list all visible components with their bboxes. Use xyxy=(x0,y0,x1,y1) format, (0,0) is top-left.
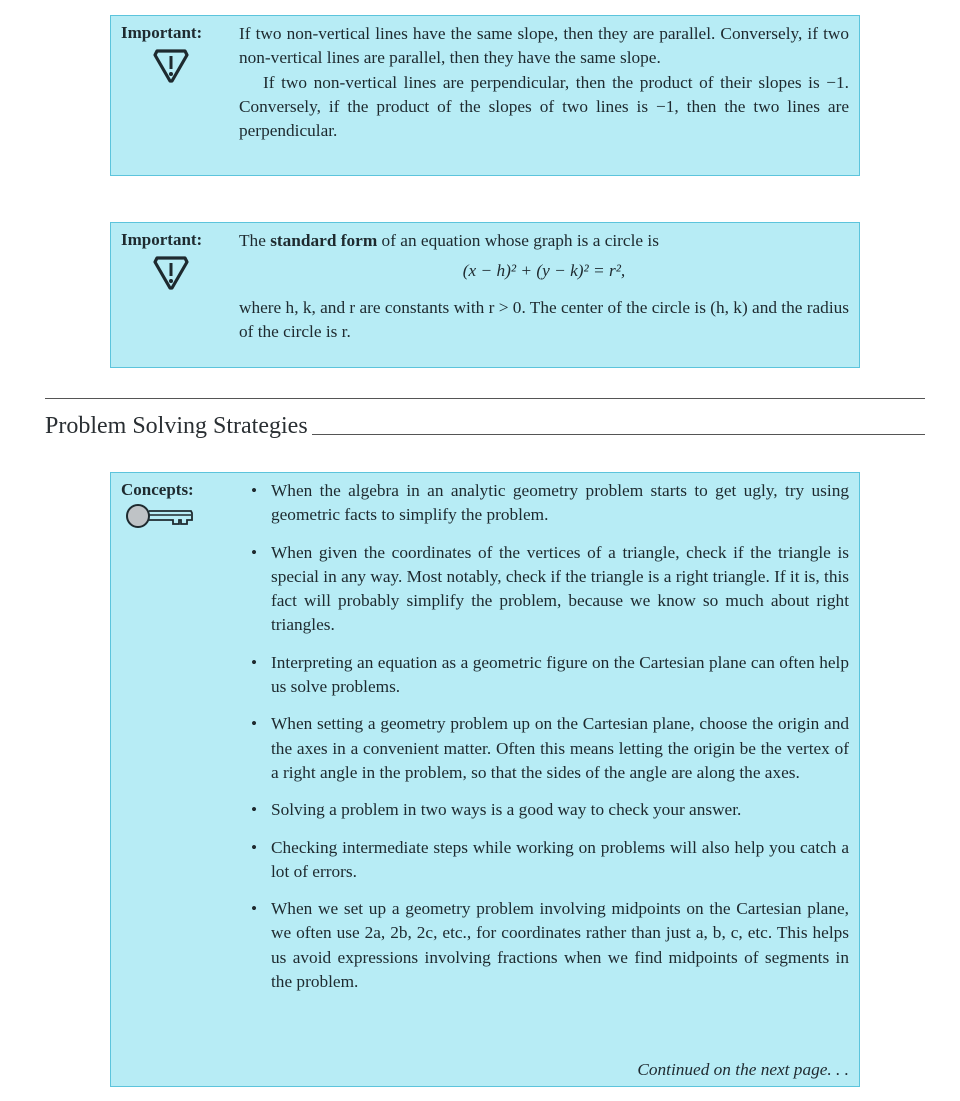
concepts-text xyxy=(249,479,849,1007)
key-icon xyxy=(125,503,195,533)
concepts-list xyxy=(249,479,849,994)
paragraph-perpendicular: If two non-vertical lines are perpendicular, then the product of their slopes is −1. Conversely, if the product of the slopes of two lines is −1, then the two lines are perpendicular. xyxy=(239,72,849,141)
circle-intro: The standard form of an equation whose graph is a circle is xyxy=(239,231,659,250)
important-text xyxy=(239,22,849,143)
list-item: • When the algebra in an analytic geometry problem starts to get ugly, try using geometric facts to simplify the problem. xyxy=(249,479,849,528)
concepts-label: Concepts: xyxy=(121,480,194,499)
important-box-parallel-perpendicular xyxy=(110,15,860,176)
list-item: • Checking intermediate steps while working on problems will also help you catch a lot of errors. xyxy=(249,836,849,885)
list-item: • When setting a geometry problem up on the Cartesian plane, choose the origin and the axes in a convenient matter. Often this means letting the origin be the vertex of a right angle in the problem, so that the sides of the angle are along the axes. xyxy=(249,712,849,785)
paragraph-parallel: If two non-vertical lines have the same slope, then they are parallel. Conversely, if two non-vertical lines are parallel, then they have the same slope. xyxy=(239,24,849,68)
concepts-box xyxy=(110,472,860,1087)
section-divider xyxy=(45,398,925,399)
warning-triangle-icon xyxy=(153,255,189,295)
section-heading-row xyxy=(45,410,925,440)
important-box-circle xyxy=(110,222,860,368)
circle-text xyxy=(239,229,849,344)
circle-equation: (x − h)² + (y − k)² = r², xyxy=(462,261,626,281)
important-label: Important: xyxy=(121,23,203,42)
important-label: Important: xyxy=(121,230,203,249)
standard-form-term: standard form xyxy=(270,231,378,250)
warning-triangle-icon xyxy=(153,48,189,88)
heading-underline xyxy=(312,434,925,435)
list-item: • When given the coordinates of the vertices of a triangle, check if the triangle is special in any way. Most notably, check if the triangle is a right triangle. If it is, this fact will probably simplify the problem, because we know so much about right triangles. xyxy=(249,541,849,638)
circle-explanation: where h, k, and r are constants with r > 0. The center of the circle is (h, k) and the radius of the circle is r. xyxy=(239,297,849,341)
list-item: • Solving a problem in two ways is a good way to check your answer. xyxy=(249,798,849,822)
section-heading: Problem Solving Strategies xyxy=(45,413,308,439)
list-item: • When we set up a geometry problem involving midpoints on the Cartesian plane, we often use 2a, 2b, 2c, etc., for coordinates rather than just a, b, c, etc. This helps us avoid expressions involving fractions when we find midpoints of segments in the problem. xyxy=(249,897,849,994)
continued-note: Continued on the next page. . . xyxy=(637,1060,849,1079)
list-item: • Interpreting an equation as a geometric figure on the Cartesian plane can often help us solve problems. xyxy=(249,651,849,700)
